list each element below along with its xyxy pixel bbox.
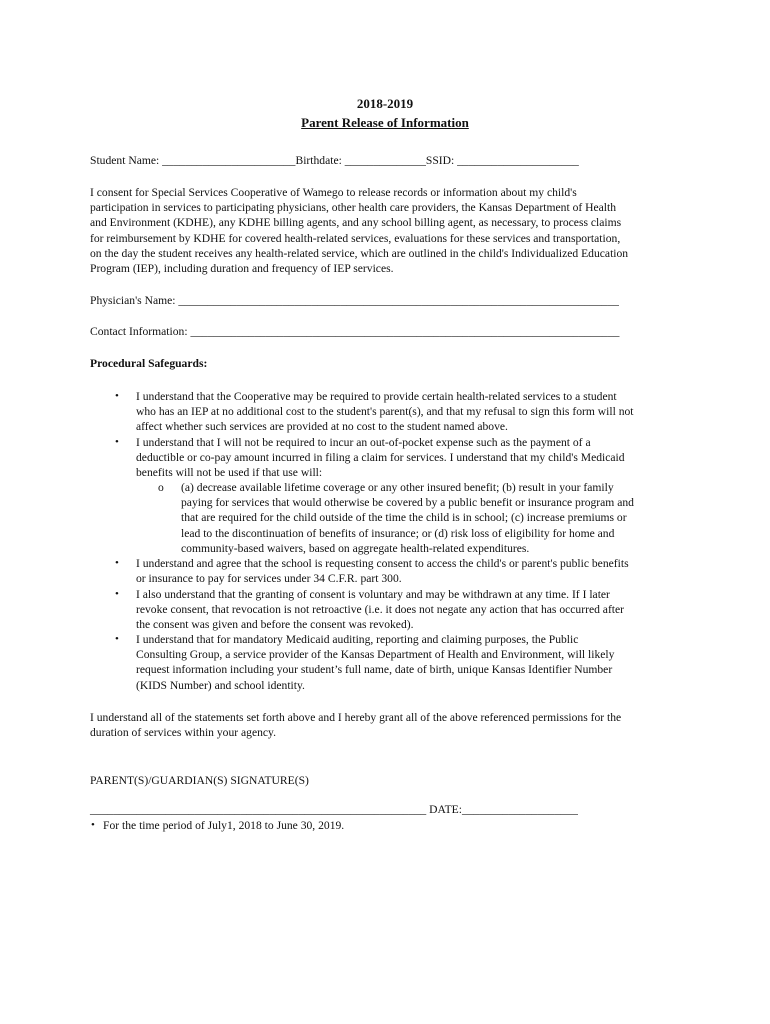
consent-line: on the day the student receives any health-related service, which are outlined in the child's Individualized Education: [90, 247, 629, 260]
consent-line: I consent for Special Services Cooperative of Wamego to release records or information about my child's: [90, 186, 577, 199]
bullet-icon: •: [115, 633, 119, 645]
list-item-line: (KIDS Number) and school identity.: [136, 679, 305, 692]
form-title: Parent Release of Information: [301, 115, 469, 130]
list-item-line: or insurance to pay for services under 34 C.F.R. part 300.: [136, 572, 402, 585]
bullet-icon: •: [115, 436, 119, 448]
consent-line: for reimbursement by KDHE for covered health-related services, evaluations for these services and transportation,: [90, 232, 621, 245]
list-item-line: Consulting Group, a service provider of the Kansas Department of Health and Environment, will likely: [136, 648, 615, 661]
list-item-line: I understand that for mandatory Medicaid auditing, reporting and claiming purposes, the Public: [136, 633, 579, 646]
list-item-line: affect whether such services are provided at no cost to the student named above.: [136, 420, 508, 433]
consent-line: and Environment (KDHE), any KDHE billing agents, and any school billing agent, as necessary, to process claims: [90, 216, 622, 229]
bullet-icon: •: [115, 390, 119, 402]
signature-label: PARENT(S)/GUARDIAN(S) SIGNATURE(S): [90, 774, 309, 787]
sub-list-item-line: lead to the discontinuation of benefits of insurance; or (d) risk loss of eligibility for home and: [181, 527, 615, 540]
time-period-note: For the time period of July1, 2018 to June 30, 2019.: [103, 819, 345, 832]
consent-line: participation in services to participating physicians, other health care providers, the Kansas Department of Health: [90, 201, 617, 214]
sub-bullet-icon: o: [158, 481, 164, 494]
physician-name-field: Physician's Name: ____________________________________________________________________________: [90, 294, 619, 307]
list-item-line: I understand and agree that the school is requesting consent to access the child's or parent's public benefits: [136, 557, 629, 570]
list-item-line: revoke consent, that revocation is not retroactive (i.e. it does not negate any action that has occurred after: [136, 603, 625, 616]
safeguards-heading: Procedural Safeguards:: [90, 357, 208, 370]
list-item-line: who has an IEP at no additional cost to the student's parent(s), and that my refusal to sign this form will not: [136, 405, 634, 418]
contact-information-field: Contact Information: __________________________________________________________________________: [90, 325, 620, 338]
signature-date-line: __________________________________________________________ DATE:____________________: [90, 803, 578, 816]
list-item-line: I also understand that the granting of consent is voluntary and may be withdrawn at any time. If I later: [136, 588, 610, 601]
sub-list-item-line: community-based waivers, based on aggregate health-related expenditures.: [181, 542, 530, 555]
student-info-line: Student Name: _______________________Birthdate: ______________SSID: _____________________: [90, 154, 579, 167]
list-item-line: deductible or co-pay amount incurred in filing a claim for services. I understand that my child's Medicaid: [136, 451, 625, 464]
sub-list-item-line: that are required for the child outside of the time the child is in school; (c) increase premiums or: [181, 511, 627, 524]
form-year: 2018-2019: [356, 96, 414, 111]
list-item-line: I understand that I will not be required to incur an out-of-pocket expense such as the payment of a: [136, 436, 591, 449]
list-item-line: request information including your student’s full name, date of birth, unique Kansas Identifier Number: [136, 663, 613, 676]
sub-list-item-line: paying for services that would otherwise be covered by a public benefit or insurance program and: [181, 496, 634, 509]
closing-line: I understand all of the statements set forth above and I hereby grant all of the above referenced permissions for the: [90, 711, 622, 724]
bullet-icon: •: [115, 557, 119, 569]
list-item-line: the consent was given and before the consent was revoked).: [136, 618, 414, 631]
list-item-line: benefits will not be used if that use will:: [136, 466, 323, 479]
bullet-icon: •: [91, 819, 95, 831]
closing-line: duration of services within your agency.: [90, 726, 276, 739]
consent-line: Program (IEP), including duration and frequency of IEP services.: [90, 262, 394, 275]
bullet-icon: •: [115, 588, 119, 600]
sub-list-item-line: (a) decrease available lifetime coverage or any other insured benefit; (b) result in your family: [181, 481, 614, 494]
list-item-line: I understand that the Cooperative may be required to provide certain health-related services to a student: [136, 390, 617, 403]
